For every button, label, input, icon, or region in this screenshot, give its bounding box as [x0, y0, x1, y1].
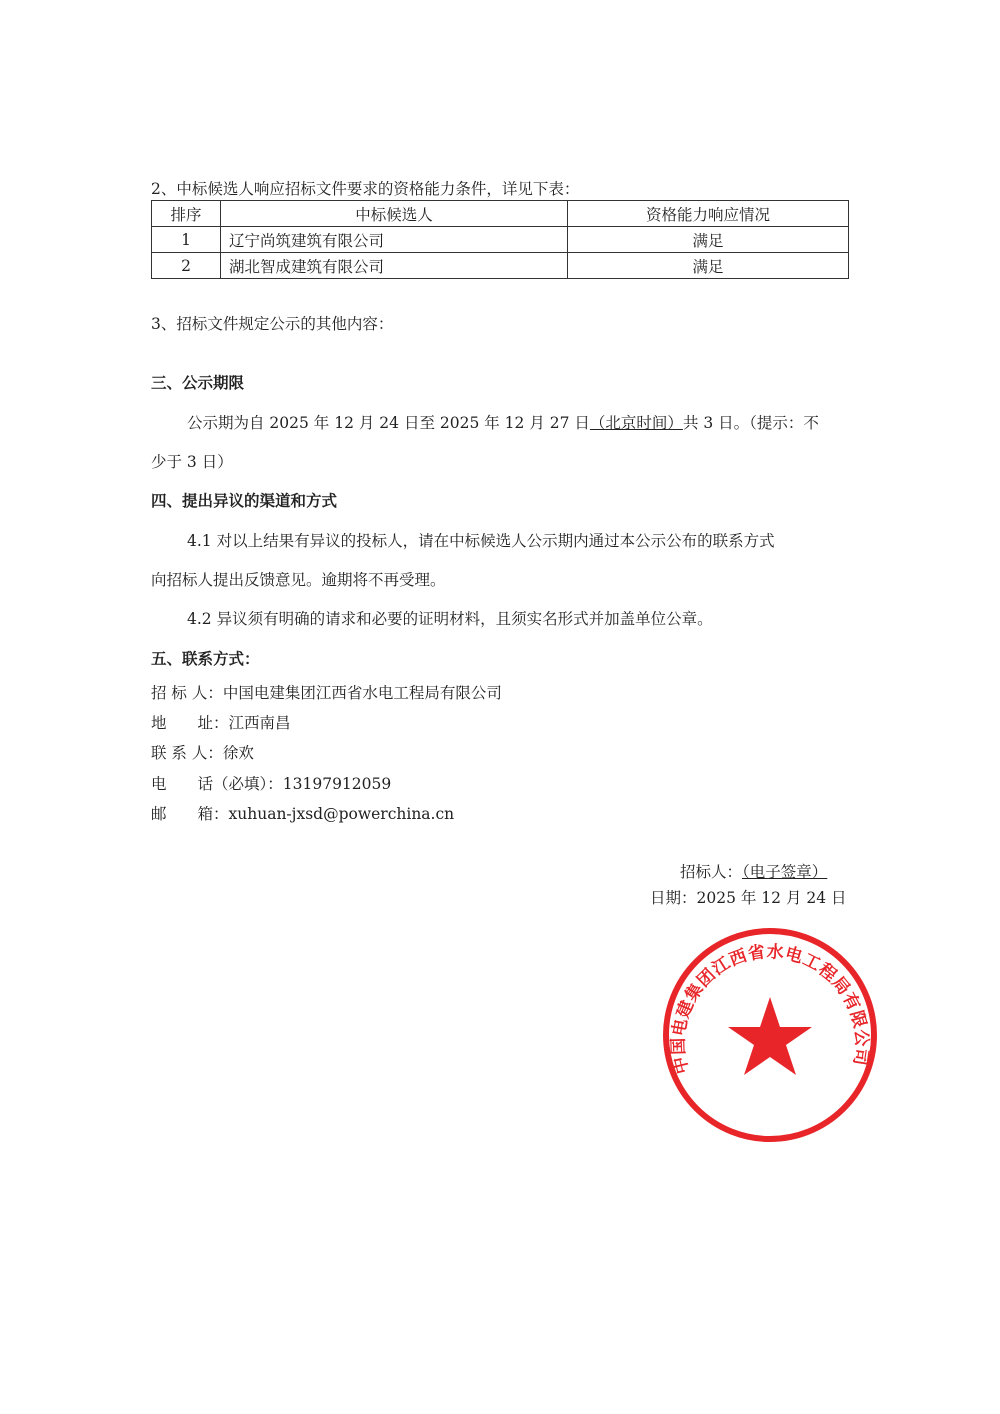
sign-value: （电子签章）	[742, 863, 828, 881]
cell-candidate: 湖北智成建筑有限公司	[221, 253, 568, 279]
contact-email	[151, 802, 454, 824]
contact-label: 地 址：	[151, 714, 229, 732]
cell-candidate: 辽宁尚筑建筑有限公司	[221, 227, 568, 253]
heading-5: 五、联系方式：	[151, 650, 260, 668]
heading-4: 四、提出异议的渠道和方式	[151, 492, 338, 510]
para-4-1-cont: 向招标人提出反馈意见。逾期将不再受理。	[151, 571, 446, 589]
company-seal-icon	[660, 925, 880, 1145]
table-row	[152, 227, 849, 253]
contact-phone	[151, 772, 391, 794]
header-rank: 排序	[152, 201, 221, 227]
cell-rank: 2	[152, 253, 221, 279]
candidate-table	[151, 200, 849, 279]
table-header	[152, 201, 849, 227]
para-4-1: 4.1 对以上结果有异议的投标人，请在中标候选人公示期内通过本公示公布的联系方式	[187, 532, 775, 550]
contact-value: 中国电建集团江西省水电工程局有限公司	[222, 684, 502, 702]
contact-address	[151, 711, 291, 733]
contact-value: 江西南昌	[228, 714, 291, 732]
svg-text:中国电建集团江西省水电工程局有限公司: 中国电建集团江西省水电工程局有限公司	[668, 942, 872, 1076]
contact-value: 徐欢	[222, 744, 254, 762]
contact-label: 招 标 人：	[151, 684, 223, 702]
table-row	[152, 253, 849, 279]
heading-3: 三、公示期限	[151, 374, 245, 392]
contact-tenderer	[151, 681, 502, 703]
sign-label: 招标人：	[680, 863, 743, 881]
contact-label: 联 系 人：	[151, 744, 223, 762]
cell-rank: 1	[152, 227, 221, 253]
period-timezone: （北京时间）	[589, 414, 683, 432]
cell-qualification: 满足	[568, 253, 849, 279]
sign-date: 日期：2025 年 12 月 24 日	[650, 889, 847, 907]
cell-qualification: 满足	[568, 227, 849, 253]
section3: 3、招标文件规定公示的其他内容：	[151, 315, 394, 333]
period-line	[187, 411, 819, 433]
period-text: 公示期为自 2025 年 12 月 24 日至 2025 年 12 月 27 日	[187, 414, 590, 432]
section2-intro: 2、中标候选人响应招标文件要求的资格能力条件，详见下表：	[151, 180, 580, 198]
para-4-2: 4.2 异议须有明确的请求和必要的证明材料，且须实名形式并加盖单位公章。	[187, 610, 713, 628]
header-qualification: 资格能力响应情况	[568, 201, 849, 227]
header-candidate: 中标候选人	[221, 201, 568, 227]
contact-label: 电 话（必填）：	[151, 775, 283, 793]
contact-label: 邮 箱：	[151, 805, 229, 823]
contact-person	[151, 741, 254, 763]
signature-line	[680, 860, 827, 882]
period-text-b: 共 3 日。（提示：不	[682, 414, 819, 432]
contact-value: 13197912059	[282, 775, 392, 793]
period-line-2: 少于 3 日）	[151, 453, 233, 471]
email-link[interactable]: xuhuan-jxsd@powerchina.cn	[228, 805, 455, 823]
